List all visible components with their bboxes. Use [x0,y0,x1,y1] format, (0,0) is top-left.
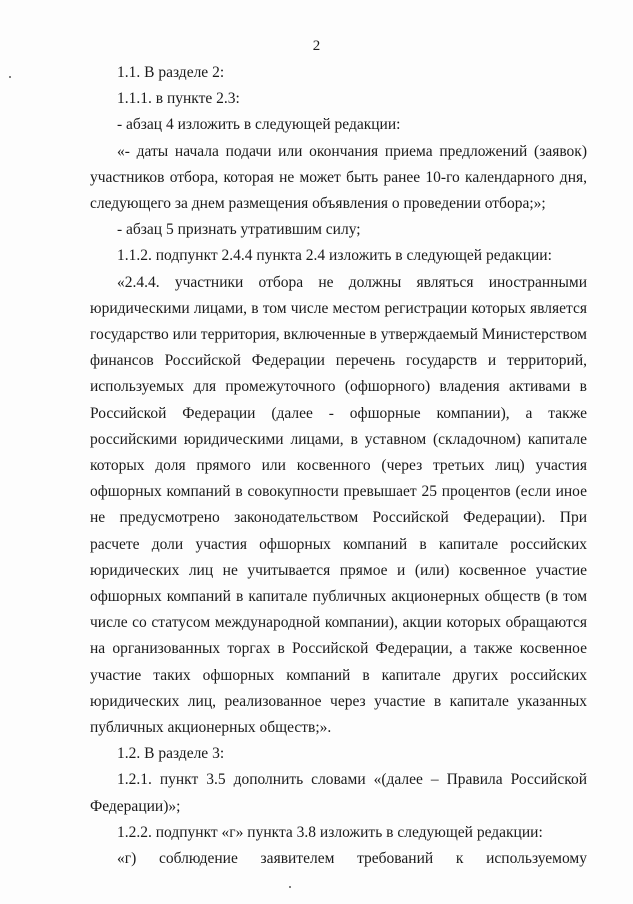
scan-speck [9,76,11,78]
quoted-paragraph-2-4-4: «2.4.4. участники отбора не должны являться иностранными юридическими лицами, в том числе местом регистрации которых является государство или территория, включенные в утверждаемый Министерством финансов Российской Федерации перечень государств и территорий, используемых для промежуточного (офшорного) владения активами в Российской Федерации (далее - офшорные компании), а также российскими юридическими лицами, в уставном (складочном) капитале которых доля прямого или косвенного (через третьих лиц) участия офшорных компаний в совокупности превышает 25 процентов (если иное не предусмотрено законодательством Российской Федерации). При расчете доли участия офшорных компаний в капитале российских юридических лиц не учитывается прямое и (или) косвенное участие офшорных компаний в капитале публичных акционерных обществ (в том числе со статусом международной компании), акции которых обращаются на организованных торгах в Российской Федерации, а также косвенное участие таких офшорных компаний в капитале других российских юридических лиц, реализованное через участие в капитале указанных публичных акционерных обществ;». [90,273,587,737]
page-number: 2 [312,38,321,54]
paragraph-abzac-4: - абзац 4 изложить в следующей редакции: [117,116,401,134]
document-body [90,60,587,872]
subsection-1-1-1: 1.1.1. в пункте 2.3: [117,90,240,108]
quoted-paragraph-dates: «- даты начала подачи или окончания приема предложений (заявок) участников отбора, которая не может быть ранее 10-го календарного дня, следующего за днем размещения объявления о проведении отбора;»; [90,142,587,213]
subsection-1-2-2: 1.2.2. подпункт «г» пункта 3.8 изложить в следующей редакции: [117,823,543,841]
paragraph-abzac-5: - абзац 5 признать утратившим силу; [117,221,361,239]
subsection-1-1-2: 1.1.2. подпункт 2.4.4 пункта 2.4 изложить в следующей редакции: [117,247,552,265]
section-heading-1-2: 1.2. В разделе 3: [117,745,225,763]
section-heading-1-1: 1.1. В разделе 2: [117,64,225,81]
subsection-1-2-1: 1.2.1. пункт 3.5 дополнить словами «(далее – Правила Российской Федерации)»; [90,771,587,815]
quoted-paragraph-g: «г) соблюдение заявителем требований к используемому [117,850,587,868]
scan-speck [289,886,291,888]
